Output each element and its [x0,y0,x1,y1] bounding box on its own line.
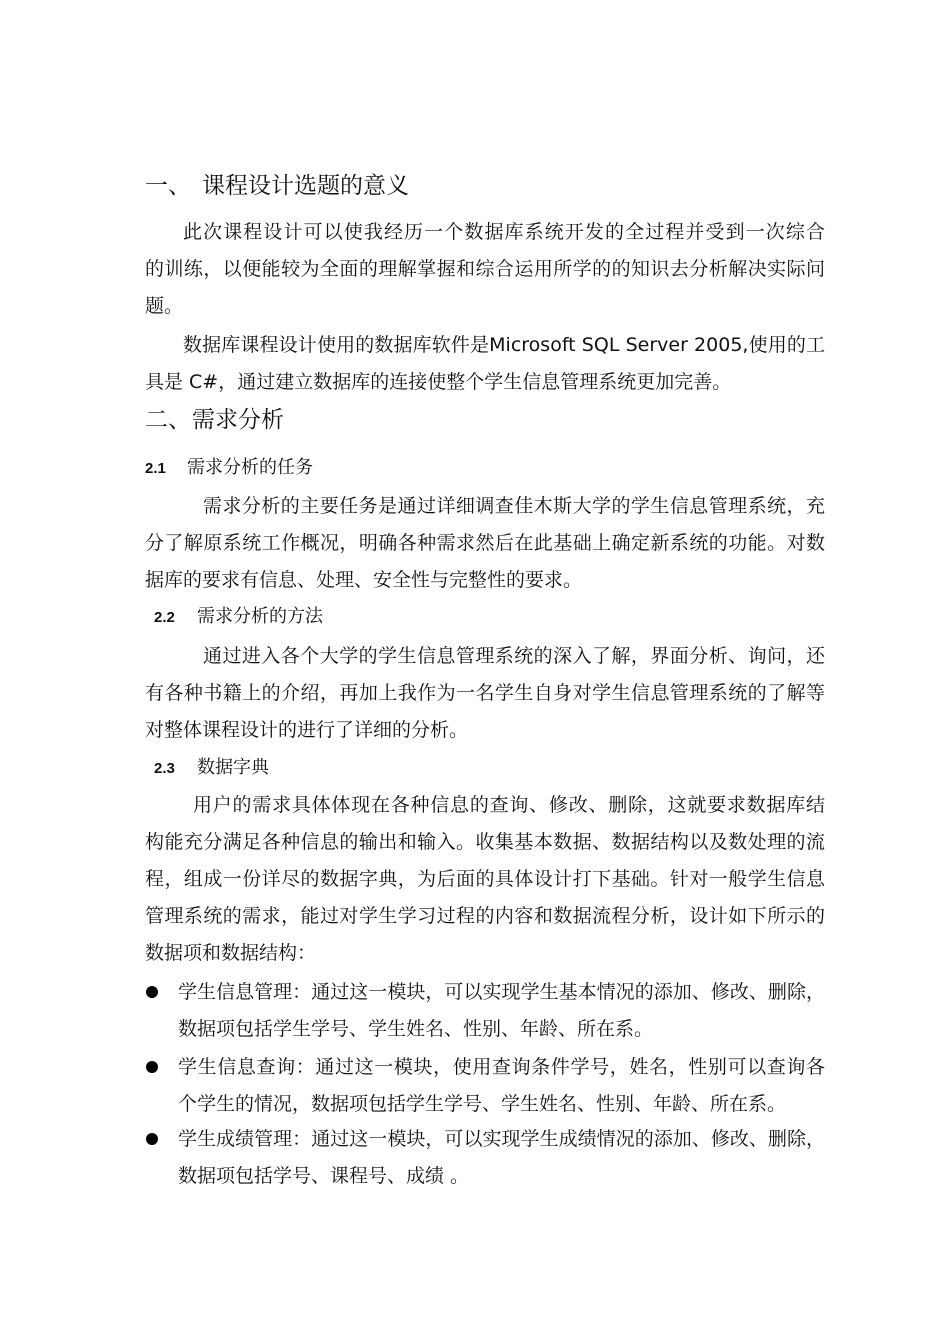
paragraph-line: 程，组成一份详尽的数据字典，为后面的具体设计打下基础。针对一般学生信息 [145,868,825,890]
subsection-2-1-heading [145,456,313,481]
section-1-number: 一、 [145,173,191,199]
section-2-heading [145,406,284,434]
bullet-icon [146,1133,158,1145]
paragraph-line: 题。 [145,295,184,317]
section-2-number: 二、 [145,407,191,433]
paragraph-line: 此次课程设计可以使我经历一个数据库系统开发的全过程并受到一次综合 [183,221,825,243]
bullet-icon [146,986,158,998]
paragraph-line: 通过进入各个大学的学生信息管理系统的深入了解，界面分析、询问，还 [203,645,825,667]
paragraph-line: 用户的需求具体体现在各种信息的查询、修改、删除，这就要求数据库结 [193,794,825,816]
bullet-line: 学生信息查询：通过这一模块，使用查询条件学号，姓名，性别可以查询各 [178,1056,825,1078]
subsection-title: 需求分析的方法 [197,606,323,627]
subsection-2-2-heading [154,605,323,630]
bullet-line: 数据项包括学号、课程号、成绩 。 [178,1165,470,1187]
subsection-number: 2.1 [145,460,166,477]
section-1-heading [145,172,409,200]
bullet-line: 数据项包括学生学号、学生姓名、性别、年龄、所在系。 [178,1018,654,1040]
bullet-line: 学生信息管理：通过这一模块，可以实现学生基本情况的添加、修改、删除， [178,981,825,1003]
subsection-number: 2.3 [154,760,175,777]
paragraph-line: 管理系统的需求，能过对学生学习过程的内容和数据流程分析，设计如下所示的 [145,905,825,927]
bullet-line: 个学生的情况，数据项包括学生学号、学生姓名、性别、年龄、所在系。 [178,1093,787,1115]
paragraph-line: 构能充分满足各种信息的输出和输入。收集基本数据、数据结构以及数处理的流 [145,831,825,853]
subsection-2-3-heading [154,756,269,781]
bullet-icon [146,1061,158,1073]
section-2-title: 需求分析 [192,407,284,433]
section-1-title: 课程设计选题的意义 [202,173,409,199]
bullet-line: 学生成绩管理：通过这一模块，可以实现学生成绩情况的添加、修改、删除， [178,1128,825,1150]
paragraph-line: 分了解原系统工作概况，明确各种需求然后在此基础上确定新系统的功能。对数 [145,532,825,554]
subsection-number: 2.2 [154,609,175,626]
subsection-title: 需求分析的任务 [187,457,313,478]
paragraph-line: 有各种书籍上的介绍，再加上我作为一名学生自身对学生信息管理系统的了解等 [145,682,825,704]
paragraph-line: 的训练，以便能较为全面的理解掌握和综合运用所学的的知识去分析解决实际问 [145,258,825,280]
paragraph-line: 具是 C#，通过建立数据库的连接使整个学生信息管理系统更加完善。 [145,371,732,393]
paragraph-line: 据库的要求有信息、处理、安全性与完整性的要求。 [145,569,583,591]
subsection-title: 数据字典 [197,757,269,778]
paragraph-line: 需求分析的主要任务是通过详细调查佳木斯大学的学生信息管理系统，充 [203,495,825,517]
paragraph-line: 数据项和数据结构： [145,942,317,964]
paragraph-line: 数据库课程设计使用的数据库软件是Microsoft SQL Server 2005,使用的工 [183,334,825,356]
paragraph-line: 对整体课程设计的进行了详细的分析。 [145,719,469,741]
